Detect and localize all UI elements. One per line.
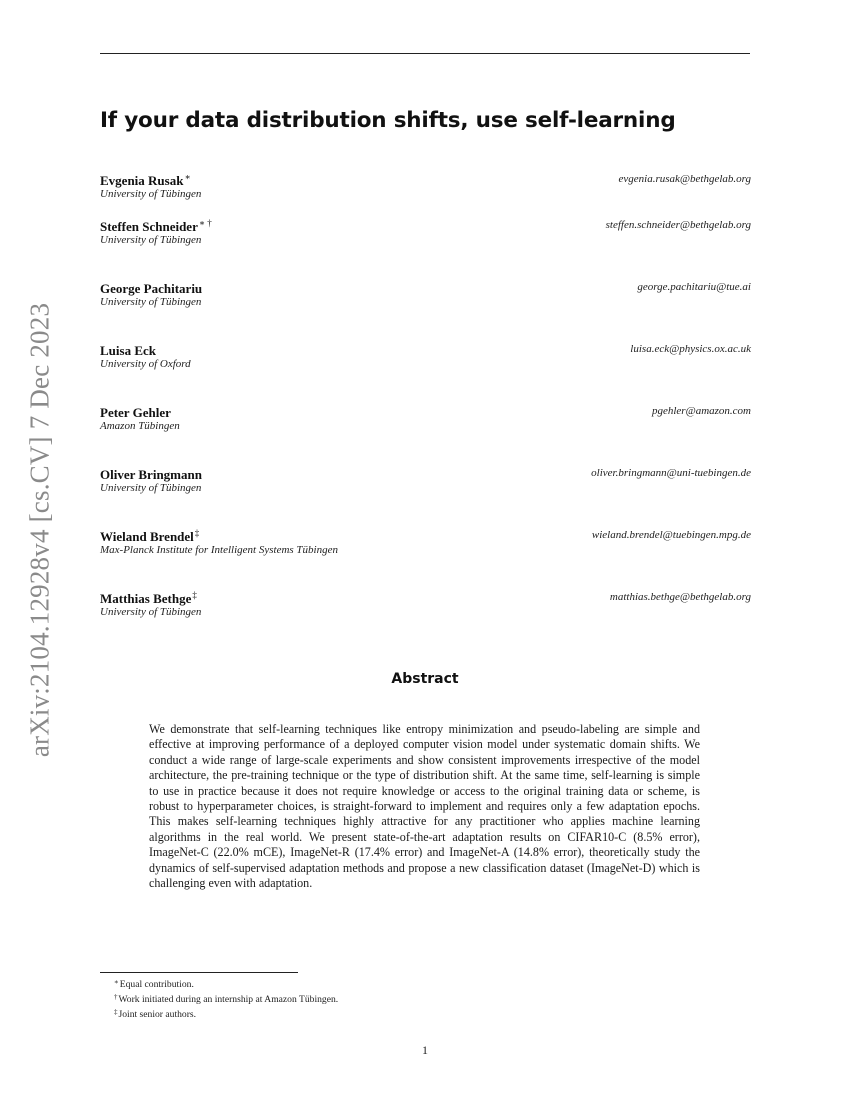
author-email[interactable]: george.pachitariu@tue.ai bbox=[637, 281, 751, 293]
author-affiliation: University of Tübingen bbox=[100, 606, 202, 618]
author-block bbox=[100, 280, 751, 314]
author-email[interactable]: evgenia.rusak@bethgelab.org bbox=[618, 173, 751, 185]
footnote-text: Equal contribution. bbox=[119, 979, 194, 990]
author-name: Oliver Bringmann bbox=[100, 467, 202, 482]
author-name: Evgenia Rusak∗ bbox=[100, 172, 191, 188]
footnote-text: Work initiated during an internship at Amazon Tübingen. bbox=[118, 994, 339, 1005]
author-block bbox=[100, 342, 751, 376]
author-email[interactable]: oliver.bringmann@uni-tuebingen.de bbox=[591, 467, 751, 479]
paper-title: If your data distribution shifts, use self-learning bbox=[100, 108, 676, 133]
author-affiliation: University of Oxford bbox=[100, 358, 191, 370]
arxiv-stamp: arXiv:2104.12928v4 [cs.CV] 7 Dec 2023 bbox=[24, 302, 55, 758]
author-block bbox=[100, 404, 751, 438]
footnote-text: Joint senior authors. bbox=[118, 1009, 197, 1020]
author-email[interactable]: wieland.brendel@tuebingen.mpg.de bbox=[591, 529, 751, 541]
footnote-mark: ∗ bbox=[114, 978, 119, 986]
footnote bbox=[114, 976, 338, 991]
author-block bbox=[100, 466, 751, 500]
author-affiliation: Amazon Tübingen bbox=[100, 420, 180, 432]
page-number: 1 bbox=[422, 1043, 428, 1057]
top-rule bbox=[100, 53, 750, 54]
author-mark: ‡ bbox=[192, 590, 197, 600]
author-name: George Pachitariu bbox=[100, 281, 203, 296]
author-name: Wieland Brendel‡ bbox=[100, 528, 200, 544]
footnote-rule bbox=[100, 972, 298, 973]
author-name: Peter Gehler bbox=[100, 405, 171, 420]
author-name: Matthias Bethge‡ bbox=[100, 590, 197, 606]
footnote bbox=[114, 1006, 338, 1021]
author-name: Steffen Schneider∗ † bbox=[100, 218, 212, 234]
author-block bbox=[100, 528, 751, 562]
author-email[interactable]: pgehler@amazon.com bbox=[651, 405, 751, 417]
footnotes bbox=[114, 976, 338, 1021]
author-affiliation: University of Tübingen bbox=[100, 188, 202, 200]
author-affiliation: Max-Planck Institute for Intelligent Systems Tübingen bbox=[100, 544, 338, 556]
abstract-text: We demonstrate that self-learning techniques like entropy minimization and pseudo-labeling are simple and effective at improving performance of a deployed computer vision model under systematic domain shifts. We conduct a wide range of large-scale experiments and show consistent improvements irrespective of the model architecture, the pre-training technique or the type of distribution shift. At the same time, self-learning is simple to use in practice because it does not require knowledge or access to the original training data or scheme, is robust to hyperparameter choices, is straight-forward to implement and requires only a few adaptation epochs. This makes self-learning techniques highly attractive for any practitioner who applies machine learning algorithms in the real world. We present state-of-the-art adaptation results on CIFAR10-C (8.5% error), ImageNet-C (22.0% mCE), ImageNet-R (17.4% error) and ImageNet-A (14.8% error), theoretically study the dynamics of self-supervised adaptation methods and propose a new classification dataset (ImageNet-D) which is challenging even with adaptation. bbox=[149, 722, 700, 891]
author-email[interactable]: luisa.eck@physics.ox.ac.uk bbox=[630, 343, 751, 355]
author-email[interactable]: matthias.bethge@bethgelab.org bbox=[609, 591, 751, 603]
author-affiliation: University of Tübingen bbox=[100, 234, 202, 246]
footnote bbox=[114, 991, 338, 1006]
footnote-mark: ‡ bbox=[114, 1008, 118, 1016]
author-block bbox=[100, 218, 751, 252]
author-block bbox=[100, 590, 751, 624]
author-affiliation: University of Tübingen bbox=[100, 296, 202, 308]
abstract-heading: Abstract bbox=[391, 671, 459, 687]
footnote-mark: † bbox=[114, 993, 118, 1001]
author-block bbox=[100, 172, 751, 206]
author-mark: ‡ bbox=[194, 528, 200, 538]
author-email[interactable]: steffen.schneider@bethgelab.org bbox=[605, 219, 751, 231]
author-name: Luisa Eck bbox=[100, 343, 156, 358]
author-mark: ∗ bbox=[184, 172, 191, 182]
author-affiliation: University of Tübingen bbox=[100, 482, 202, 494]
author-mark: ∗ † bbox=[198, 218, 212, 228]
